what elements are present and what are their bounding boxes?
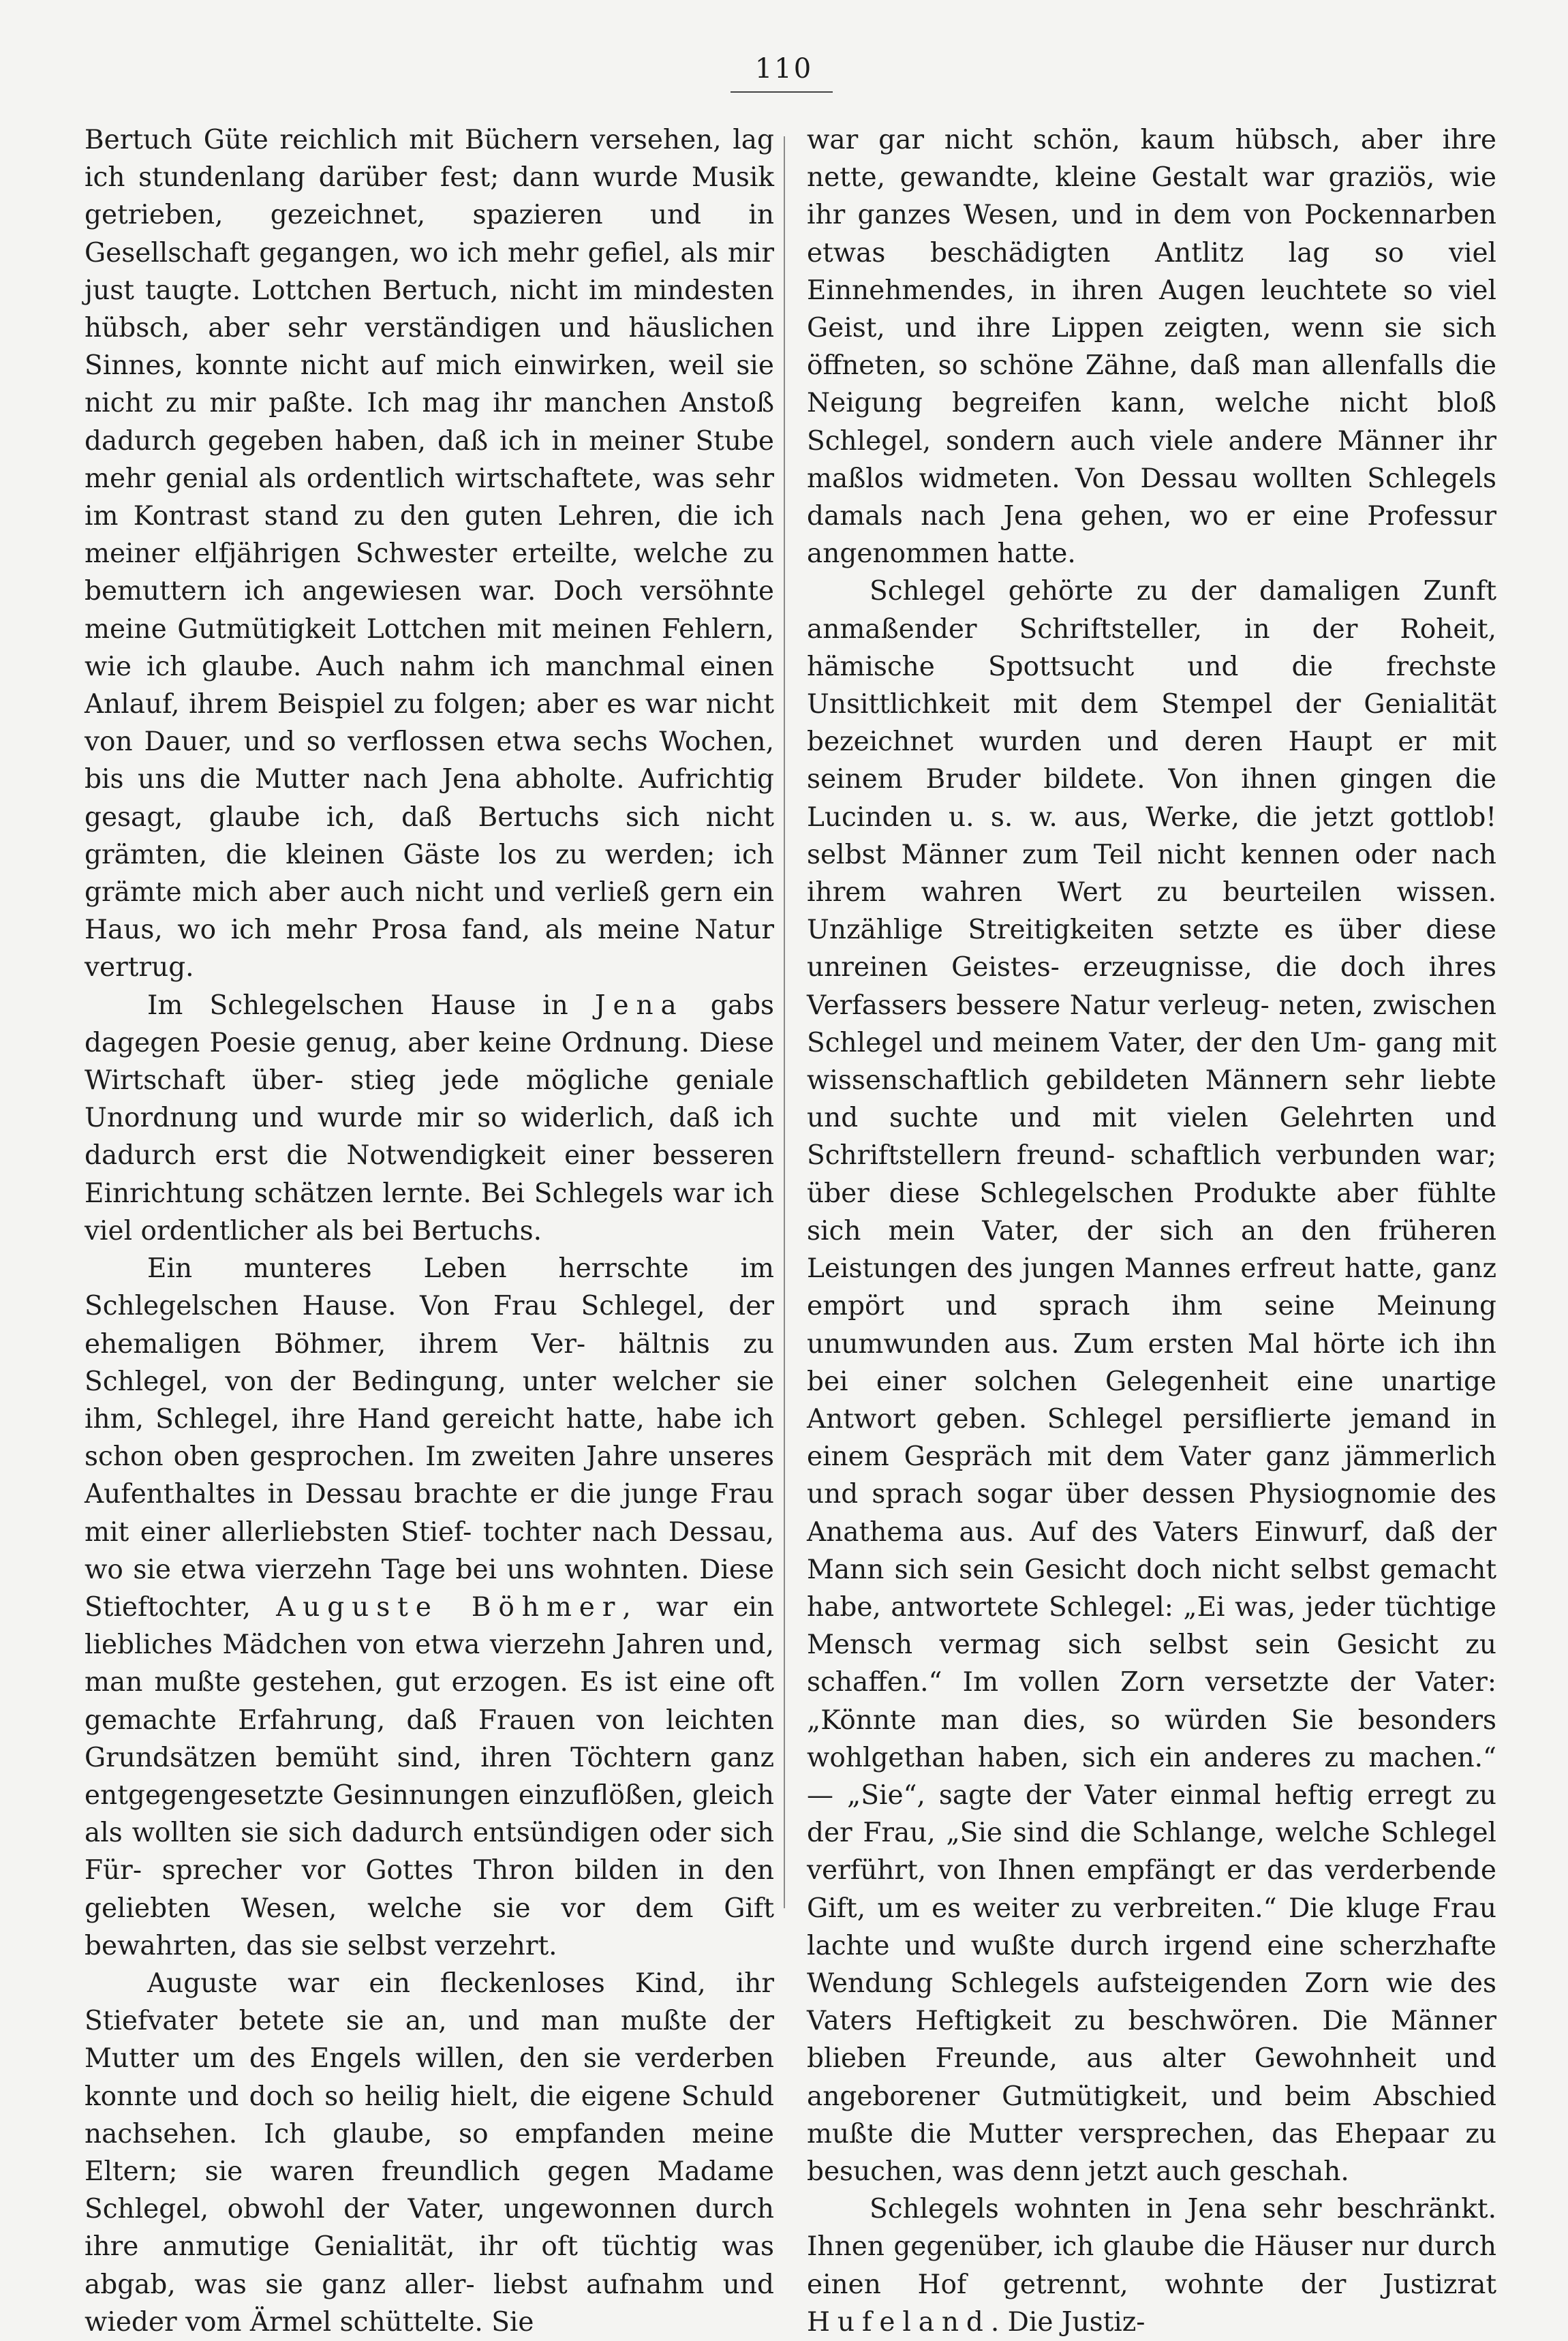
paragraph: Bertuch Güte reichlich mit Büchern versehen, lag ich stundenlang darüber fest; dann wurde Musik getrieben, gezeichnet, spazieren und in Gesellschaft gegangen, wo ich mehr gefiel, als mir just taugte. Lottchen Bertuch, nicht im mindesten hübsch, aber sehr verständigen und häuslichen Sinnes, konnte nicht auf mich einwirken, weil sie nicht zu mir paßte. Ich mag ihr manchen Anstoß dadurch gegeben haben, daß ich in meiner Stube mehr genial als ordentlich wirtschaftete, was sehr im Kontrast stand zu den guten Lehren, die ich meiner elfjährigen Schwester erteilte, welche zu bemuttern ich angewiesen war. Doch versöhnte meine Gutmütigkeit Lottchen mit meinen Fehlern, wie ich glaube. Auch nahm ich manchmal einen Anlauf, ihrem Beispiel zu folgen; aber es war nicht von Dauer, und so verflossen etwa sechs Wochen, bis uns die Mutter nach Jena abholte. Aufrichtig gesagt, glaube ich, daß Bertuchs sich nicht grämten, die kleinen Gäste los zu werden; ich grämte mich aber auch nicht und verließ gern ein Haus, wo ich mehr Prosa fand, als meine Natur vertrug. (84, 125, 774, 983)
paragraph (84, 987, 774, 1250)
right-column (807, 121, 1496, 2338)
paragraph-lead: Im Schlegelschen Hause in (147, 990, 595, 1021)
page-number: 110 (754, 53, 814, 85)
paragraph-lead: Ein munteres Leben herrschte im Schlegelschen Hause. Von Frau Schlegel, der ehemaligen Böhmer, ihrem Ver- hältnis zu Schlegel, von der Bedingung, unter welcher sie ihm, Schlegel, ihre Hand gereicht hatte, habe ich schon oben gesprochen. Im zweiten Jahre unseres Aufenthaltes in Dessau brachte er die junge Frau mit einer allerliebsten Stief- tochter nach Dessau, wo sie etwa vierzehn Tage bei uns wohnten. Diese Stieftochter, (84, 1253, 774, 1623)
left-column (84, 121, 774, 2338)
spaced-name: Hufeland (807, 2306, 991, 2338)
paragraph-lead: Schlegels wohnten in Jena sehr beschränkt. Ihnen gegenüber, ich glaube die Häuser nur durch einen Hof getrennt, wohnte der Justizrat (807, 2194, 1496, 2300)
paragraph-text: gabs dagegen Poesie genug, aber keine Ordnung. Diese Wirtschaft über- stieg jede mögliche geniale Unordnung und wurde mir so widerlich, daß ich dadurch erst die Notwendigkeit einer besseren Einrichtung schätzen lernte. Bei Schlegels war ich viel ordentlicher als bei Bertuchs. (84, 990, 774, 1246)
paragraph-text: . Die Justiz- (990, 2306, 1146, 2338)
header-rule (731, 91, 833, 93)
paragraph: Auguste war ein fleckenloses Kind, ihr Stiefvater betete sie an, und man mußte der Mutter um des Engels willen, den sie verderben konnte und doch so heilig hielt, die eigene Schuld nachsehen. Ich glaube, so empfanden meine Eltern; sie waren freundlich gegen Madame Schlegel, obwohl der Vater, ungewonnen durch ihre anmutige Genialität, ihr oft tüchtig was abgab, was sie ganz aller- liebst aufnahm und wieder vom Ärmel schüttelte. Sie (84, 1968, 774, 2338)
spaced-name: Jena (594, 990, 684, 1021)
paragraph: Schlegel gehörte zu der damaligen Zunft anmaßender Schriftsteller, in der Roheit, hämische Spottsucht und die frechste Unsittlichkeit mit dem Stempel der Genialität bezeichnet wurden und deren Haupt er mit seinem Bruder bildete. Von ihnen gingen die Lucinden u. s. w. aus, Werke, die jetzt gottlob! selbst Männer zum Teil nicht kennen oder nach ihrem wahren Wert zu beurteilen wissen. Unzählige Streitigkeiten setzte es über diese unreinen Geistes- erzeugnisse, die doch ihres Verfassers bessere Natur verleug- neten, zwischen Schlegel und meinem Vater, der den Um- gang mit wissenschaftlich gebildeten Männern sehr liebte und suchte und mit vielen Gelehrten und Schriftstellern freund- schaftlich verbunden war; über diese Schlegelschen Produkte aber fühlte sich mein Vater, der sich an den früheren Leistungen des jungen Mannes erfreut hatte, ganz empört und sprach ihm seine Meinung unumwunden aus. Zum ersten Mal hörte ich ihn bei einer solchen Gelegenheit eine unartige Antwort geben. Schlegel persiflierte jemand in einem Gespräch mit dem Vater ganz jämmerlich und sprach sogar über dessen Physiognomie des Anathema aus. Auf des Vaters Einwurf, daß der Mann sich sein Gesicht doch nicht selbst gemacht habe, antwortete Schlegel: „Ei was, jeder tüchtige Mensch vermag sich selbst sein Gesicht zu schaffen.“ Im vollen Zorn versetzte der Vater: „Könnte man dies, so würden Sie besonders wohlgethan haben, sich ein anderes zu machen.“ — „Sie“, sagte der Vater einmal heftig erregt zu der Frau, „Sie sind die Schlange, welche Schlegel verführt, von Ihnen empfängt er das verderbende Gift, um es weiter zu verbreiten.“ Die kluge Frau lachte und wußte durch irgend eine scherzhafte Wendung Schlegels aufsteigenden Zorn wie des Vaters Heftigkeit zu beschwören. Die Männer blieben Freunde, aus alter Gewohnheit und angeborener Gutmütigkeit, und beim Abschied mußte die Mutter versprechen, das Ehepaar zu besuchen, was denn jetzt auch geschah. (807, 576, 1496, 2187)
paragraph: war gar nicht schön, kaum hübsch, aber ihre nette, gewandte, kleine Gestalt war graziös, wie ihr ganzes Wesen, und in dem von Pockennarben etwas beschädigten Antlitz lag so viel Einnehmendes, in ihren Augen leuchtete so viel Geist, und ihre Lippen zeigten, wenn sie sich öffneten, so schöne Zähne, daß man allenfalls die Neigung begreifen kann, welche nicht bloß Schlegel, sondern auch viele andere Männer ihr maßlos widmeten. Von Dessau wollten Schlegels damals nach Jena gehen, wo er eine Professur angenommen hatte. (807, 125, 1496, 570)
paragraph-text: , war ein liebliches Mädchen von etwa vierzehn Jahren und, man mußte gestehen, gut erzogen. Es ist eine oft gemachte Erfahrung, daß Frauen von leichten Grundsätzen bemüht sind, ihren Töchtern ganz entgegengesetzte Gesinnungen einzuflößen, gleich als wollten sie sich dadurch entsündigen oder sich Für- sprecher vor Gottes Thron bilden in den geliebten Wesen, welche sie vor dem Gift bewahrten, das sie selbst verzehrt. (84, 1591, 774, 1961)
paragraph (807, 2190, 1496, 2341)
spaced-name: Auguste Böhmer (276, 1591, 623, 1623)
paragraph (84, 1250, 774, 1965)
column-divider (784, 136, 785, 1908)
